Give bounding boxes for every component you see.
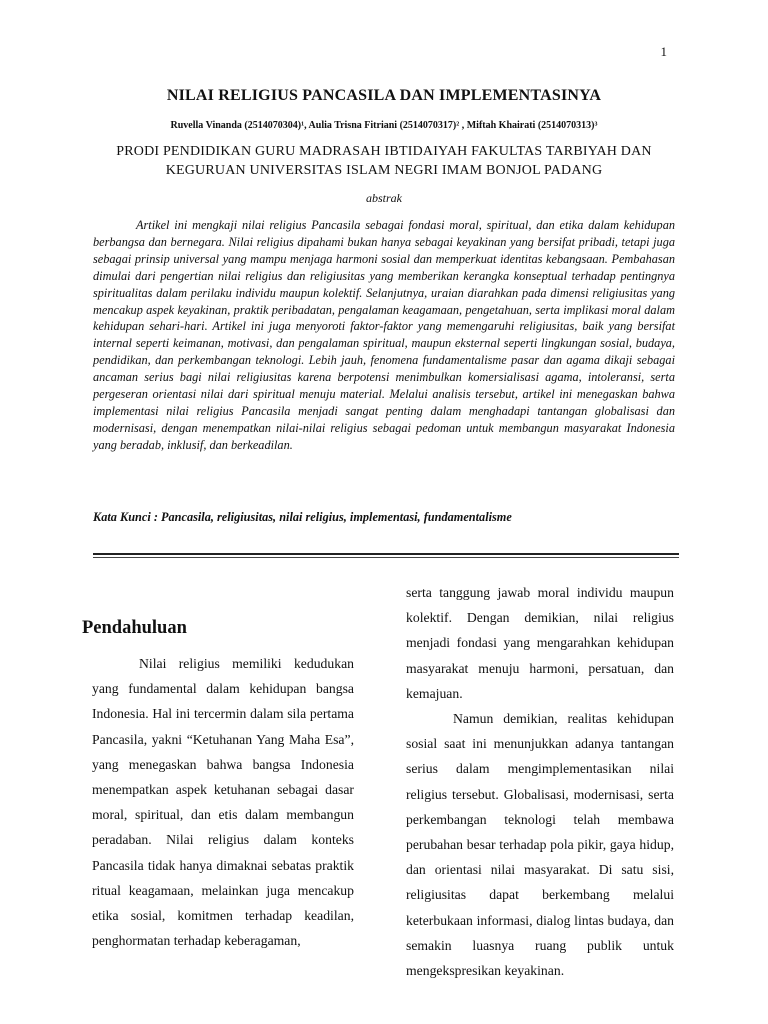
body-paragraph: Nilai religius memiliki kedudukan yang fundamental dalam kehidupan bangsa Indonesia. Hal ini tercermin dalam sila pertama Pancasila, yakni “Ketuhanan Yang Maha Esa”, yang menegaskan bahwa bangsa Indonesia menempatkan aspek ketuhanan sebagai dasar moral, spiritual, dan etis dalam membangun peradaban. Nilai religius dalam konteks Pancasila tidak hanya dimaknai sebatas praktik ritual keagamaan, melainkan juga mencakup etika sosial, komitmen terhadap keadilan, penghormatan terhadap keberagaman, — [92, 656, 354, 949]
section-divider-thin — [93, 557, 679, 558]
affiliation: PRODI PENDIDIKAN GURU MADRASAH IBTIDAIYAH FAKULTAS TARBIYAH DAN KEGURUAN UNIVERSITAS ISLAM NEGRI IMAM BONJOL PADANG — [116, 144, 652, 178]
left-column — [82, 617, 354, 953]
abstract-text: Artikel ini mengkaji nilai religius Pancasila sebagai fondasi moral, spiritual, dan etika dalam kehidupan berbangsa dan bernegara. Nilai religius dipahami bukan hanya sebagai keyakinan yang bersifat pribadi, tetapi juga sebagai prinsip universal yang mampu menjaga harmoni sosial dan memperkuat identitas kebangsaan. Pembahasan dimulai dari pengertian nilai religius dan religiusitas yang memberikan kerangka konseptual terhadap pentingnya spiritualitas dalam perilaku individu maupun kolektif. Selanjutnya, uraian diarahkan pada dimensi religiusitas yang mencakup aspek keyakinan, praktik peribadatan, pengalaman keagamaan, pengetahuan, serta implikasi moral dalam kehidupan sehari-hari. Artikel ini juga menyoroti faktor-faktor yang memengaruhi religiusitas, baik yang bersifat internal seperti keimanan, motivasi, dan pengalaman spiritual, maupun eksternal seperti lingkungan sosial, budaya, pendidikan, dan perkembangan teknologi. Lebih jauh, fenomena fundamentalisme pasar dan agama dikaji sebagai ancaman serius bagi nilai religiusitas karena berpotensi menimbulkan komersialisasi agama, intoleransi, serta pergeseran orientasi nilai dari spiritual menuju material. Melalui analisis tersebut, artikel ini menegaskan bahwa implementasi nilai religius Pancasila menjadi sangat penting dalam menghadapi tantangan globalisasi dan modernisasi, dengan menempatkan nilai-nilai religius sebagai pedoman untuk membangun masyarakat Indonesia yang beradab, inklusif, dan berkeadilan. — [93, 218, 675, 452]
section-divider — [93, 553, 679, 555]
authors-line: Ruvella Vinanda (2514070304)¹, Aulia Trisna Fitriani (2514070317)² , Miftah Khairati (2514070313)³ — [170, 120, 598, 131]
abstract-heading: abstrak — [366, 191, 402, 205]
right-column — [406, 580, 674, 983]
body-paragraph: serta tanggung jawab moral individu maupun kolektif. Dengan demikian, nilai religius menjadi fondasi yang mengarahkan kehidupan masyarakat menuju harmoni, persatuan, dan kemajuan. — [406, 585, 674, 701]
keywords: Kata Kunci : Pancasila, religiusitas, nilai religius, implementasi, fundamentalisme — [93, 510, 512, 524]
section-heading: Pendahuluan — [82, 618, 187, 638]
paper-title: NILAI RELIGIUS PANCASILA DAN IMPLEMENTASINYA — [166, 87, 602, 104]
body-paragraph: Namun demikian, realitas kehidupan sosial saat ini menunjukkan adanya tantangan serius dalam mengimplementasikan nilai religius tersebut. Globalisasi, modernisasi, serta perkembangan teknologi telah membawa perubahan besar terhadap pola pikir, gaya hidup, dan orientasi nilai masyarakat. Di satu sisi, religiusitas dapat berkembang melalui keterbukaan informasi, dialog lintas budaya, dan semakin luasnya ruang publik untuk mengekspresikan keyakinan. — [406, 711, 674, 979]
page-number: 1 — [660, 44, 667, 59]
